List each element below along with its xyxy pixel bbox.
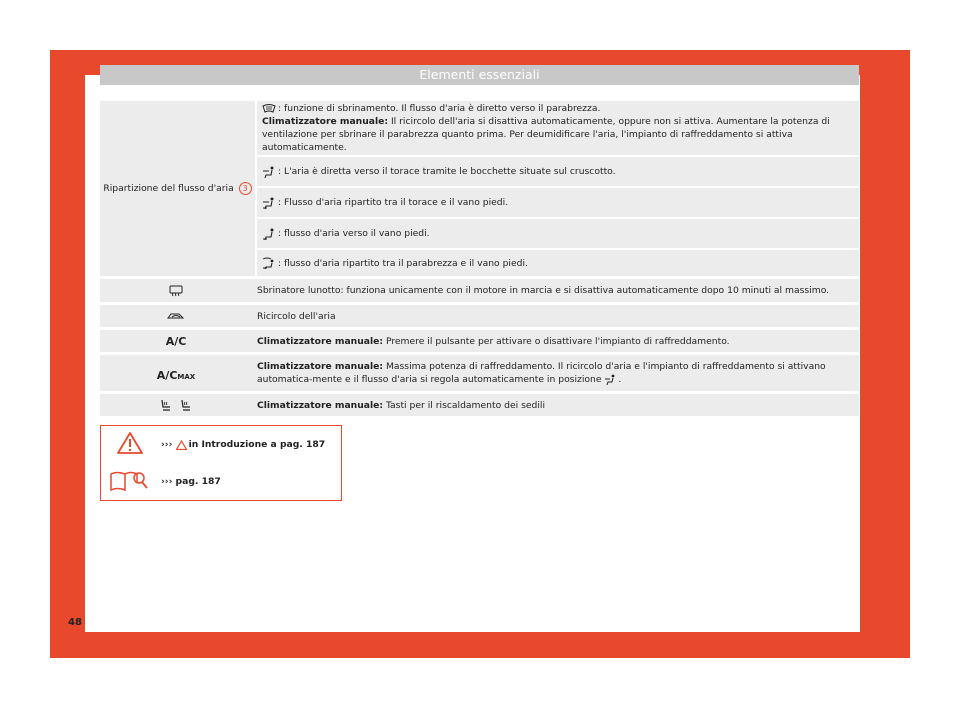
ac-max-row: A/CMAX Climatizzatore manuale: Massima potenza di raffreddamento. Il ricircolo d'aria e l'impianto di raffreddamento si attivano automatica-mente e il flusso d'aria si regola automaticamente in posizione .	[100, 355, 859, 391]
ac-symbol: A/C	[165, 334, 187, 348]
notice-line-warning[interactable]: ››› in Introduzione a pag. 187	[161, 439, 326, 450]
warning-small-icon	[176, 440, 187, 450]
defrost-windshield-icon	[262, 103, 276, 114]
airflow-option-feet: : flusso d'aria verso il vano piedi.	[257, 219, 859, 248]
airflow-windshield-feet-icon	[262, 257, 276, 269]
warning-triangle-icon	[117, 432, 143, 454]
seat-heating-icon	[158, 398, 194, 412]
airflow-option-chest-feet: : Flusso d'aria ripartito tra il torace e il vano piedi.	[257, 188, 859, 217]
rear-defrost-row: Sbrinatore lunotto: funziona unicamente con il motore in marcia e si disattiva automaticamente dopo 10 minuti al massimo.	[100, 279, 859, 302]
airflow-chest-icon	[262, 166, 276, 178]
page-title: Elementi essenziali	[100, 65, 859, 85]
airflow-option-chest: : L'aria è diretta verso il torace tramite le bocchette situate sul cruscotto.	[257, 157, 859, 186]
recirculation-row: Ricircolo dell'aria	[100, 305, 859, 327]
ref-marker: 3	[239, 182, 252, 195]
page-number: 48	[68, 617, 82, 628]
airflow-chest-icon	[604, 374, 616, 385]
airflow-option-windshield-feet: : flusso d'aria ripartito tra il parabrezza e il vano piedi.	[257, 250, 859, 276]
airflow-feet-icon	[262, 228, 276, 240]
manual-book-icon	[109, 468, 149, 492]
airflow-label: Ripartizione del flusso d'aria 3	[103, 182, 251, 195]
notice-line-page[interactable]: ››› pag. 187	[161, 476, 221, 487]
seat-heating-row: Climatizzatore manuale: Tasti per il riscaldamento dei sedili	[100, 394, 859, 416]
airflow-option-defrost: : funzione di sbrinamento. Il flusso d'aria è diretto verso il parabrezza. Climatizzatore manuale: Il ricircolo dell'aria si disattiva automaticamente, oppure non si attiva. Aumentare la potenza di ventilazione per sbrinare il parabrezza quanto prima. Per deumidificare l'aria, l'impianto di raffreddamento si attiva automaticamente.	[257, 101, 859, 155]
recirculation-icon	[167, 311, 185, 321]
notice-box	[100, 425, 342, 501]
airflow-chest-feet-icon	[262, 197, 276, 209]
ac-max-symbol: A/CMAX	[156, 368, 196, 382]
ac-row: A/C Climatizzatore manuale: Premere il pulsante per attivare o disattivare l'impianto di raffreddamento.	[100, 330, 859, 352]
airflow-label-cell	[100, 101, 255, 276]
rear-defrost-icon	[169, 284, 183, 297]
